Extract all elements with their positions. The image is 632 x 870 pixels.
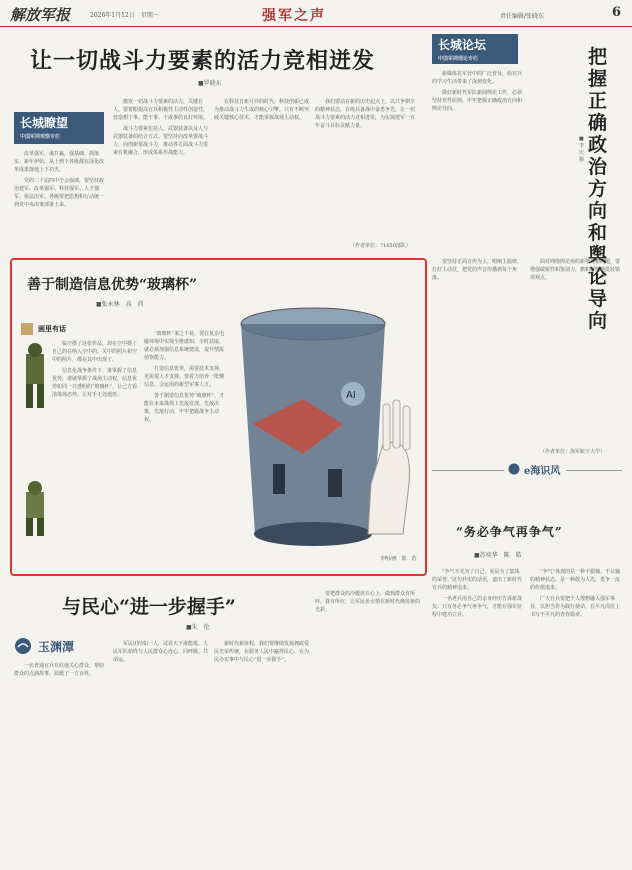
- article4-byline: ■苏奕华 陈 皓: [474, 552, 522, 559]
- page-number: 6: [612, 5, 622, 20]
- yuyuantan-label: 玉渊潭: [38, 640, 75, 654]
- column-label-changcheng-luntan: [432, 34, 518, 64]
- article1-col4: 我们要站在新的历史起点上，以只争朝夕的精神状态，在练兵备战中奋勇争先，让一切战斗力要素的活力竞相迸发，为实现建军一百年奋斗目标贡献力量。: [315, 99, 415, 129]
- article4-headline: “务必争气再争气”: [456, 525, 563, 539]
- article1-col2: 激发一切战斗力要素的活力，关键在人。要着眼提高官兵积极性主动性创造性，营造想干事、能干事、干成事的良好环境。 战斗力要素包括人、武器装备以及人与武器装备的结合方式。要坚持向改革要战斗力，向创新要战斗力，推动各方面战斗力要素有机融合，形成体系作战能力。: [113, 99, 208, 156]
- side-vertical-title: 把握正确政治方向和舆论导向: [588, 46, 608, 332]
- side-author-note: （作者单位：海军航空大学）: [540, 449, 606, 455]
- column-label-yuyuantan: [14, 636, 100, 656]
- article1-author-note: （作者单位：71650部队）: [350, 243, 411, 249]
- column-label-ehaishifeng: [508, 462, 564, 476]
- side-author: ■李庆顺: [579, 136, 585, 163]
- article3-headline: 与民心“进一步握手”: [62, 596, 236, 618]
- issue-date: 2026年1月12日 星期一: [90, 12, 159, 19]
- svg-text:AI: AI: [346, 390, 356, 401]
- side-col3: 面对网络舆论场的新情况新问题，要增强敏锐性和鉴别力，旗帜鲜明地批驳错误观点。: [530, 259, 621, 281]
- article4-col2: “争气”体现的是一种不服输、不认输的精神状态，是一种敢为人先、勇争一流的价值追求。 广大官兵要把个人理想融入强军事业，以担当作为践行使命，在平凡岗位上书写不平凡的青春篇章。: [530, 569, 621, 618]
- article3-byline: ■朱 伦: [186, 624, 210, 631]
- article3-col2: 军民团结如一人，试看天下谁能敌。人民军队始终与人民群众心连心、同呼吸、共命运。: [113, 641, 208, 663]
- column-label-text: 长城瞭望: [20, 116, 69, 130]
- soldier-icon: [20, 480, 50, 540]
- article1-col1: 改革强军，谋打赢，强基础、抓落实。新年伊始，从上到下各级都在深化改革成果落地上下功夫。 党的二十届四中全会强调，要坚持政治建军、改革强军、科技强军、人才强军、依法治军。各级要把思想和行动统一到党中央决策部署上来。: [14, 151, 105, 208]
- soldier-icon: [20, 342, 50, 422]
- side-label-text: 长城论坛: [438, 38, 487, 52]
- article4-col1: “争气不光为了自己，更是为了集体的荣誉。”这句朴实的话语，道出了新时代官兵的精神追求。 一名老兵用自己的亲身经历告诉新战友：只有务必争气再争气，才能在强军征程中建功立业。: [432, 569, 523, 618]
- article2-byline: ■张永林 高 尚: [96, 301, 144, 308]
- illustration-credit: 李明/画 陈 浩: [380, 556, 417, 562]
- column-label-changcheng-liaowang: [14, 112, 104, 144]
- corner-tag-text: 画里有话: [38, 324, 66, 333]
- glass-cup-illustration: [233, 304, 417, 566]
- article1-headline: 让一切战斗力要素的活力竞相迸发: [30, 48, 376, 74]
- yuyuantan-icon: [14, 637, 32, 655]
- column-label-sub: 中国军网观察专栏: [20, 134, 61, 140]
- side-col2: 要坚持正面宣传为主，唱响主旋律，打好主动仗，把党的声音传播到每个角落。: [432, 259, 523, 281]
- article2-col1: 临空摄了这张作品，却在空中摄了自己的在纳入空中的，关中的照片和空中的照片，都在其中出现了。 信息化战争条件下，谁掌握了信息优势，谁就掌握了战场主动权。信息优势如同一只透明的“玻璃杯”，让己方看清战场态势，让对手无处遁形。: [52, 341, 138, 398]
- corner-tag-huali: [20, 322, 76, 336]
- corner-tag-icon: [20, 322, 34, 336]
- responsible-editor: 责任编辑/张晓东: [500, 13, 545, 20]
- article1-byline: ■罗晓东: [198, 80, 222, 87]
- divider: [432, 470, 504, 471]
- article3-col4: 要把群众的冷暖放在心上，做到群众有所呼、我有所应，让军民鱼水情在新时代焕发新的光彩。: [315, 591, 421, 613]
- side-col1: 新媒体在军营中的广泛普及，给官兵的学习生活带来了深刻变化。 做好新时代军队新闻舆论工作，必须坚持党性原则，牢牢把握正确政治方向和舆论导向。: [432, 71, 523, 112]
- article2-col2: “玻璃杯”来之不易。要在复杂电磁环境中实现全维感知、全时获取，就必须加强信息系统建设，提升情报侦察能力。 打造信息优势，需要技术支撑，更需要人才支撑。要着力培养一批懂信息、会运用的新型军事人才。 善于制造信息优势“玻璃杯”，才能在未来战场上先敌发现、先敌决策、先敌行动，牢牢把握战争主动权。: [144, 331, 225, 423]
- article3-col1: 一名普通官兵在驻地关心群众、帮助群众的点滴故事，温暖了一方百姓。: [14, 663, 105, 677]
- e-circle-icon: [508, 463, 520, 475]
- divider: [566, 470, 622, 471]
- article2-title: 善于制造信息优势“玻璃杯”: [27, 277, 198, 293]
- ehaishifeng-label: e海识风: [524, 466, 561, 477]
- side-label-sub: 中国军网理论专栏: [438, 56, 479, 62]
- section-title: 强军之声: [262, 8, 326, 24]
- article1-col3: 在科技日新月异的时代，科技创新已成为推动战斗力生成的核心引擎。只有不断突破关键核心技术，才能掌握战场主动权。: [214, 99, 309, 121]
- masthead: 解放军报: [10, 6, 71, 24]
- article3-col3: 新时代新征程，我们要继续发扬拥政爱民光荣传统，在服务人民中赢得民心，在为民办实事中与民心“进一步握手”。: [214, 641, 309, 663]
